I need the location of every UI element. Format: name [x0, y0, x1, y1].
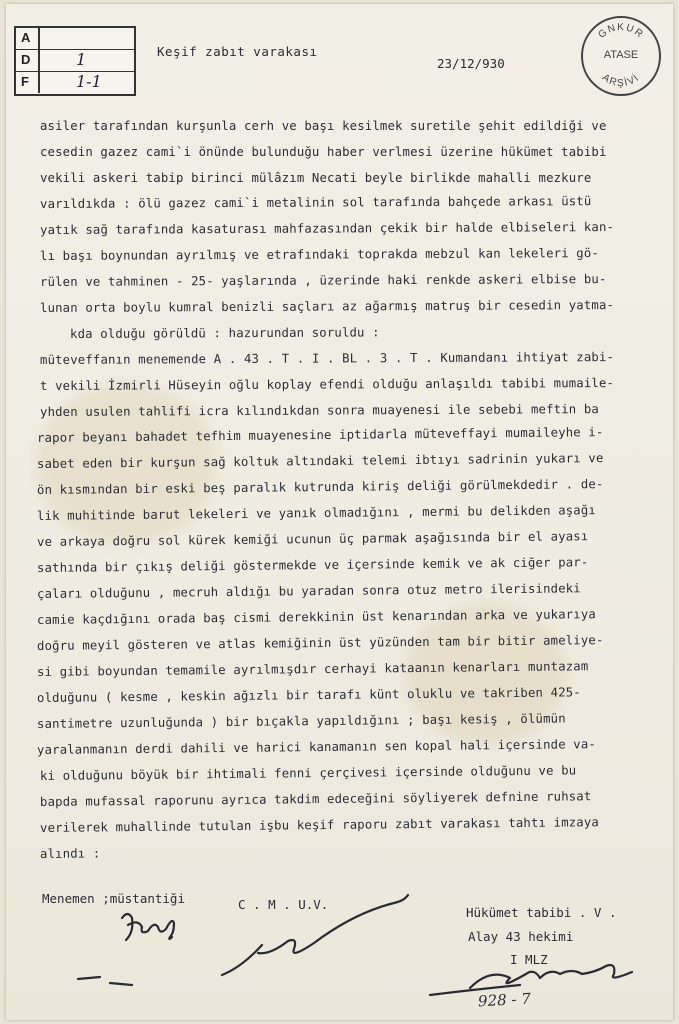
- body-text-line: doğru meyil gösteren ve atlas kemiğinin üst yüzünden tam bir bitir ameliye-: [36, 633, 604, 653]
- body-text-line: ki olduğunu böyük bir ihtimali fenni çerçivesi içersinde olduğunu ve bu: [39, 763, 577, 783]
- body-text-line: camie kaçdığını orada baş cismi derekkinin üst kenarından arka ve yukarıya: [36, 607, 596, 627]
- archive-code-key: A: [21, 30, 31, 45]
- stamp-bottom-text: ARŞİVİ: [600, 72, 642, 90]
- signature-center: [222, 895, 408, 975]
- body-text-line: lik muhitinde barut lekeleri ve yanık olmadığını , mermi bu delikden aşağı: [36, 503, 596, 523]
- signature-left: [122, 914, 174, 940]
- signature-left-dash: [78, 977, 132, 985]
- body-text-line: bapda mufassal raporunu ayrıca takdim edeceğini söyliyerek defnine ruhsat: [39, 789, 592, 809]
- archive-code-value: 1: [76, 50, 87, 69]
- archive-code-key: D: [21, 52, 31, 67]
- signature-right: [430, 965, 632, 995]
- body-text-line: yatık sağ tarafında kasaturası mahfazasından çekik bir halde elbiseleri kan-: [39, 219, 615, 237]
- body-text-line: santimetre uzunluğunda ) bir bıçakla yapıldığını ; başı kesiş , ölümün: [36, 711, 566, 731]
- prosecutor-label: Menemen ;müstantiği: [42, 891, 185, 906]
- body-text-line: t vekili İzmirli Hüseyin oğlu koplay efendi olduğu anlaşıldı tabibi mumaile-: [39, 375, 615, 393]
- court-label: C . M . U.V.: [238, 897, 329, 912]
- archive-code-key: F: [21, 74, 29, 89]
- document-title: Keşif zabıt varakası: [157, 44, 318, 59]
- body-text-line: ön kısmından bir eski beş paralık kutrunda kiriş deliği görülmekdedir . de-: [36, 477, 604, 497]
- physician-title-line: I MLZ: [510, 952, 548, 967]
- body-text-line: ve arkaya doğru sol kürek kemiği ucunun üç parmak aşağısında bir el ayası: [36, 529, 589, 549]
- physician-title-line: Alay 43 hekimi: [468, 929, 574, 944]
- body-text-line: kda olduğu görüldü : hazurundan soruldu :: [69, 325, 380, 341]
- body-text-line: vekili askeri tabip birinci mülâzım Necati beyle birlikde mahalli mezkure: [40, 171, 592, 185]
- body-text-line: verilerek muhallinde tutulan işbu keşif raporu zabıt varakası tahtı imzaya: [39, 815, 599, 835]
- body-text-line: müteveffanın menemende A . 43 . T . I . BL . 3 . T . Kumandanı ihtiyat zabi-: [39, 349, 615, 367]
- body-text-line: yhden usulen tahlifi icra kılındıkdan sonra muayenesi ile sebebi meftin ba: [39, 402, 599, 419]
- body-text-line: cesedin gazez cami`i önünde bulunduğu haber verlmesi üzerine hükümet tabibi: [40, 145, 607, 159]
- physician-title-line: Hükümet tabibi . V .: [466, 905, 617, 920]
- body-text-line: varıldıkda : ölü gazez cami`i metalinin sol tarafında bahçede arkası üstü: [39, 194, 592, 211]
- body-text-line: si gibi boyundan temamile ayrılmışdır cerhayi kataanın kenarları muntazam: [36, 659, 589, 679]
- body-text-line: sabet eden bir kurşun sağ koltuk altındaki telemi ibtıyı sadrinin yukarı ve: [36, 451, 604, 471]
- body-text-line: yaralanmanın derdi dahili ve harici kanamanın sen kopal hali içersinde va-: [36, 737, 596, 757]
- body-text-line: lunan orta boylu kumral benizli saçları az ağarmış matruş bir cesedin yatma-: [39, 297, 615, 315]
- body-text-line: olduğunu ( kesme , keskin ağızlı bir tarafı künt oluklu ve takriben 425-: [36, 685, 581, 705]
- body-text-line: alındı :: [39, 846, 101, 861]
- stamp-middle-text: ATASE: [603, 49, 639, 61]
- document-date: 23/12/930: [437, 56, 505, 71]
- body-text-line: rapor beyanı bahadet tefhim muayenesine iptidarla müteveffayi mumaileyhe i-: [36, 425, 604, 445]
- body-text-line: çaları olduğunu , mecruh aldığı bu yaradan sonra otuz metro ilerisindeki: [36, 581, 581, 601]
- handwritten-number: 928 - 7: [477, 989, 532, 1011]
- stamp-top-text: GNKUR: [596, 21, 646, 41]
- body-text-line: asiler tarafından kurşunla cerh ve başı kesilmek suretile şehit edildiği ve: [40, 119, 607, 133]
- archive-code-value: 1-1: [76, 72, 102, 91]
- body-text-line: lı başı boynundan ayrılmış ve etrafındaki toprakda mebzul kan lekeleri gö-: [39, 246, 599, 263]
- body-text-line: rülen ve tahminen - 25- yaşlarında , üzerinde haki renkde askeri elbise bu-: [39, 272, 607, 289]
- body-text-line: sathında bir çıkış deliği göstermekde ve içersinde kemik ve ak ciğer par-: [36, 555, 589, 575]
